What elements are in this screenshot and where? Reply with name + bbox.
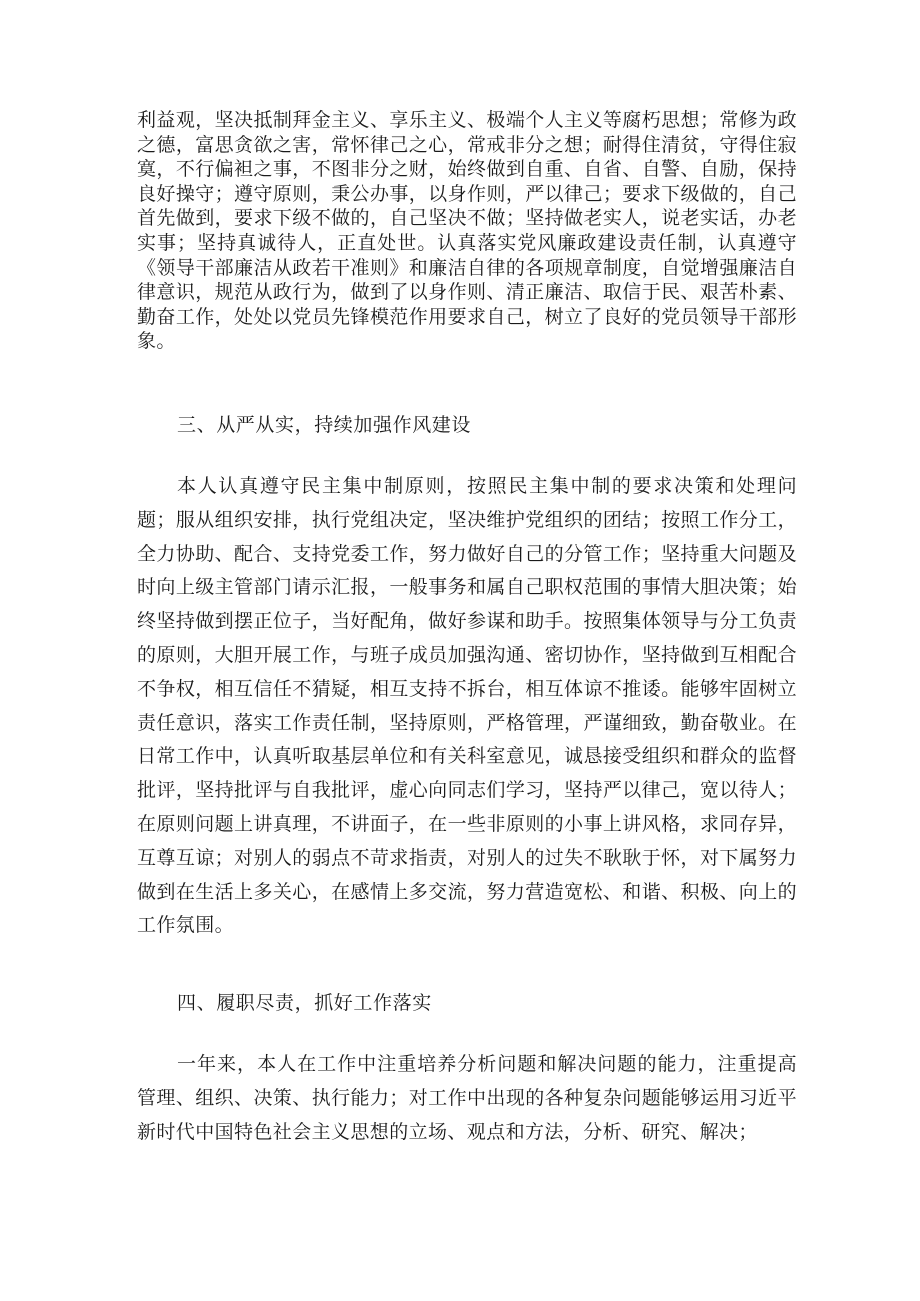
section-3-paragraph: 本人认真遵守民主集中制原则，按照民主集中制的要求决策和处理问题；服从组织安排，执行党组决定，坚决维护党组织的团结；按照工作分工，全力协助、配合、支持党委工作，努力做好自己的分管工作；坚持重大问题及时向上级主管部门请示汇报，一般事务和属自己职权范围的事情大胆决策；始终坚持做到摆正位子，当好配角，做好参谋和助手。按照集体领导与分工负责的原则，大胆开展工作，与班子成员加强沟通、密切协作，坚持做到互相配合不争权，相互信任不猜疑，相互支持不拆台，相互体谅不推诿。能够牢固树立责任意识，落实工作责任制，坚持原则，严格管理，严谨细致，勤奋敬业。在日常工作中，认真听取基层单位和有关科室意见，诚恳接受组织和群众的监督批评，坚持批评与自我批评，虚心向同志们学习，坚持严以律己，宽以待人；在原则问题上讲真理，不讲面子，在一些非原则的小事上讲风格，求同存异，互尊互谅；对别人的弱点不苛求指责，对别人的过失不耿耿于怀，对下属努力做到在生活上多关心，在感情上多交流，努力营造宽松、和谐、积极、向上的工作氛围。: [137, 475, 797, 937]
paragraph-continued: 利益观，坚决抵制拜金主义、享乐主义、极端个人主义等腐朽思想；常修为政之德，富思贪欲之害，常怀律己之心，常戒非分之想；耐得住清贫，守得住寂寞，不行偏袒之事，不图非分之财，始终做到自重、自省、自警、自励，保持良好操守；遵守原则，秉公办事，以身作则，严以律己；要求下级做的，自己首先做到，要求下级不做的，自己坚决不做；坚持做老实人，说老实话，办老实事；坚持真诚待人，正直处世。认真落实党风廉政建设责任制，认真遵守《领导干部廉洁从政若干准则》和廉洁自律的各项规章制度，自觉增强廉洁自律意识，规范从政行为，做到了以身作则、清正廉洁、取信于民、艰苦朴素、勤奋工作，处处以党员先锋模范作用要求自己，树立了良好的党员领导干部形象。: [137, 109, 797, 353]
section-3-heading: 三、从严从实，持续加强作风建设: [177, 414, 472, 436]
section-4-paragraph: 一年来，本人在工作中注重培养分析问题和解决问题的能力，注重提高管理、组织、决策、执行能力；对工作中出现的各种复杂问题能够运用习近平新时代中国特色社会主义思想的立场、观点和方法，分析、研究、解决；: [137, 1053, 797, 1143]
section-4-heading: 四、履职尽责，抓好工作落实: [177, 992, 432, 1014]
